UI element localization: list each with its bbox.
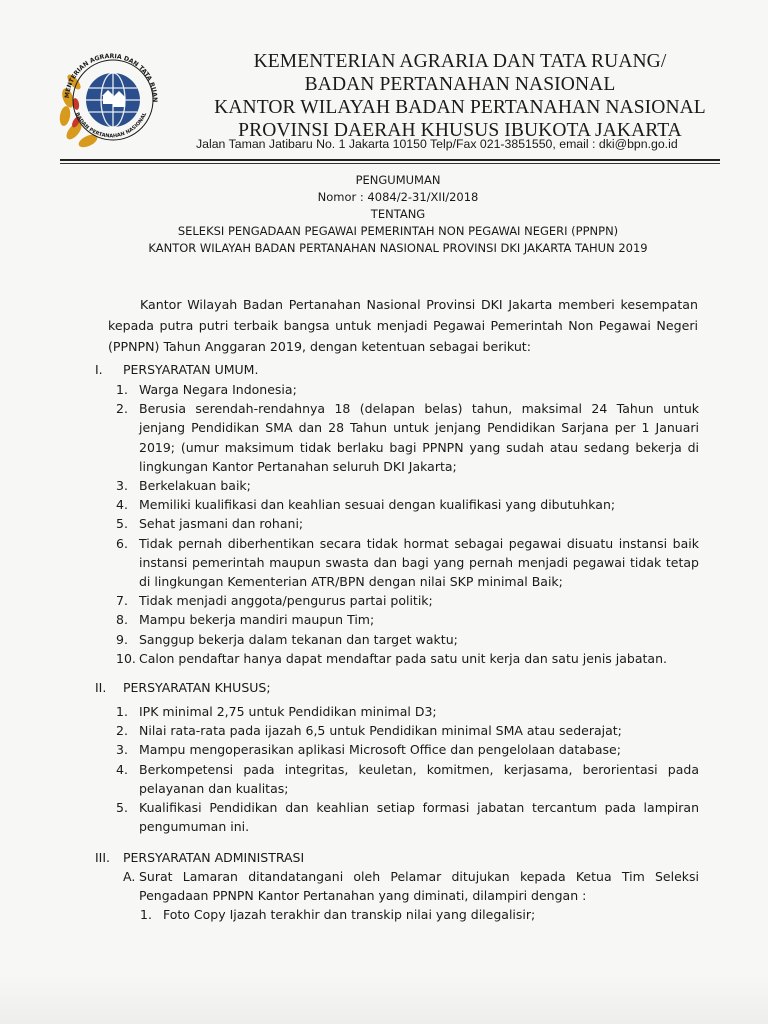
letterhead-divider-thin bbox=[60, 163, 720, 164]
list-item-text: Warga Negara Indonesia; bbox=[139, 382, 297, 397]
list-item bbox=[116, 495, 699, 514]
logo-ring-text-bottom: BADAN PERTANAHAN NASIONAL bbox=[73, 111, 149, 140]
letterhead-address: Jalan Taman Jatibaru No. 1 Jakarta 10150 Telp/Fax 021-3851550, email : dki@bpn.go.id bbox=[196, 137, 678, 151]
list-item-text: IPK minimal 2,75 untuk Pendidikan minimal D3; bbox=[139, 704, 437, 719]
section-3-numeral: III. bbox=[95, 850, 111, 865]
list-item-number: 10. bbox=[116, 650, 136, 666]
intro-text: Kantor Wilayah Badan Pertanahan Nasional Provinsi DKI Jakarta memberi kesempatan kepada putra putri terbaik bangsa untuk menjadi Pegawai Pemerintah Non Pegawai Negeri (PPNPN) Tahun Anggaran 2019, dengan ketentuan sebagai berikut: bbox=[108, 297, 698, 354]
intro-paragraph bbox=[108, 294, 698, 357]
list-item-number: 1. bbox=[116, 704, 128, 719]
list-item-number: 3. bbox=[116, 742, 128, 758]
section-3-sub-a-text: Surat Lamaran ditandatangani oleh Pelamar ditujukan kepada Ketua Tim Seleksi Pengadaan PPNPN Kantor Pertanahan yang diminati, dilampiri dengan : bbox=[139, 869, 699, 904]
announcement-subject-2: KANTOR WILAYAH BADAN PERTANAHAN NASIONAL PROVINSI DKI JAKARTA TAHUN 2019 bbox=[148, 241, 648, 255]
section-1-title: PERSYARATAN UMUM. bbox=[123, 362, 259, 377]
section-2-title: PERSYARATAN KHUSUS; bbox=[123, 680, 271, 695]
list-item-number: 1. bbox=[116, 382, 128, 397]
list-item-text: Memiliki kualifikasi dan keahlian sesuai dengan kualifikasi yang dibutuhkan; bbox=[139, 497, 616, 513]
list-item-number: 1. bbox=[140, 907, 152, 922]
announcement-label: PENGUMUMAN bbox=[355, 173, 441, 187]
letterhead-line-4: PROVINSI DAERAH KHUSUS IBUKOTA JAKARTA bbox=[238, 120, 682, 141]
list-item bbox=[116, 476, 699, 495]
list-item-text: Tidak menjadi anggota/pengurus partai politik; bbox=[139, 593, 433, 609]
list-item-text: Mampu mengoperasikan aplikasi Microsoft Office dan pengelolaan database; bbox=[139, 742, 621, 758]
list-item-text: Calon pendaftar hanya dapat mendaftar pada satu unit kerja dan satu jenis jabatan. bbox=[139, 650, 667, 666]
list-item-text: Berkompetensi pada integritas, keuletan, komitmen, kerjasama, berorientasi pada pelayanan dan kualitas; bbox=[139, 761, 699, 796]
letterhead-line-2: BADAN PERTANAHAN NASIONAL bbox=[304, 74, 616, 95]
letterhead-line-1: KEMENTERIAN AGRARIA DAN TATA RUANG/ bbox=[253, 51, 667, 72]
section-3-list bbox=[140, 905, 699, 924]
list-item-text: Sanggup bekerja dalam tekanan dan target waktu; bbox=[139, 631, 458, 647]
list-item-text: Berusia serendah-rendahnya 18 (delapan belas) tahun, maksimal 24 Tahun untuk jenjang Pendidikan SMA dan 28 Tahun untuk jenjang Pendidikan Sarjana per 1 Januari 2019; (umur maksimum tidak berlaku bagi PPNPN yang sudah atau sedang bekerja di lingkungan Kantor Pertanahan seluruh DKI Jakarta; bbox=[139, 401, 699, 474]
list-item-number: 5. bbox=[116, 516, 128, 532]
list-item-number: 3. bbox=[116, 478, 128, 494]
list-item-text: Mampu bekerja mandiri maupun Tim; bbox=[139, 612, 375, 628]
announcement-number: Nomor : 4084/2-31/XII/2018 bbox=[317, 190, 479, 204]
list-item-number: 8. bbox=[116, 612, 128, 628]
section-3-sub-a-label: A. bbox=[123, 869, 136, 884]
section-1-numeral: I. bbox=[95, 362, 103, 377]
letterhead-divider bbox=[60, 159, 720, 161]
list-item bbox=[116, 534, 699, 592]
letterhead-line-3: KANTOR WILAYAH BADAN PERTANAHAN NASIONAL bbox=[214, 97, 706, 118]
list-item-number: 4. bbox=[116, 761, 128, 777]
list-item-text: Kualifikasi Pendidikan dan keahlian setiap formasi jabatan tercantum pada lampiran pengumuman ini. bbox=[139, 800, 699, 835]
list-item-number: 4. bbox=[116, 497, 128, 513]
section-2-numeral: II. bbox=[95, 680, 107, 695]
list-item-text: Berkelakuan baik; bbox=[139, 478, 251, 494]
list-item bbox=[116, 798, 699, 836]
list-item-number: 2. bbox=[116, 723, 128, 739]
list-item bbox=[116, 649, 699, 668]
list-item bbox=[116, 610, 699, 629]
list-item bbox=[116, 380, 699, 399]
list-item bbox=[116, 630, 699, 649]
list-item bbox=[116, 760, 699, 798]
list-item-number: 5. bbox=[116, 800, 128, 816]
bpn-logo bbox=[52, 38, 170, 156]
page-bottom-shadow bbox=[0, 975, 768, 1024]
list-item bbox=[116, 702, 699, 721]
list-item bbox=[116, 721, 699, 740]
list-item-text: Tidak pernah diberhentikan secara tidak hormat sebagai pegawai disuatu instansi baik instansi pemerintah maupun swasta dan bagi yang pernah menjadi pegawai tidak tetap di lingkungan Kementerian ATR/BPN dengan nilai SKP minimal Baik; bbox=[139, 535, 699, 590]
list-item-number: 2. bbox=[116, 401, 128, 417]
list-item-text: Foto Copy Ijazah terakhir dan transkip nilai yang dilegalisir; bbox=[163, 907, 536, 922]
list-item-number: 7. bbox=[116, 593, 128, 609]
section-3-title: PERSYARATAN ADMINISTRASI bbox=[123, 850, 305, 865]
list-item bbox=[116, 740, 699, 759]
announcement-tentang: TENTANG bbox=[370, 207, 426, 221]
announcement-subject-1: SELEKSI PENGADAAN PEGAWAI PEMERINTAH NON PEGAWAI NEGERI (PPNPN) bbox=[177, 224, 619, 238]
list-item-number: 6. bbox=[116, 535, 128, 551]
announcement-header bbox=[0, 172, 768, 257]
letterhead bbox=[190, 50, 730, 142]
list-item bbox=[116, 514, 699, 533]
list-item-number: 9. bbox=[116, 631, 128, 647]
section-2-list bbox=[116, 702, 699, 836]
logo-ring-text-top: MENTERIAN AGRARIA DAN TATA RUAN bbox=[63, 52, 159, 103]
list-item bbox=[116, 591, 699, 610]
section-1-list bbox=[116, 380, 699, 668]
list-item-text: Nilai rata-rata pada ijazah 6,5 untuk Pendidikan minimal SMA atau sederajat; bbox=[139, 723, 622, 739]
list-item-text: Sehat jasmani dan rohani; bbox=[139, 516, 304, 532]
list-item bbox=[116, 399, 699, 476]
list-item bbox=[140, 905, 699, 924]
